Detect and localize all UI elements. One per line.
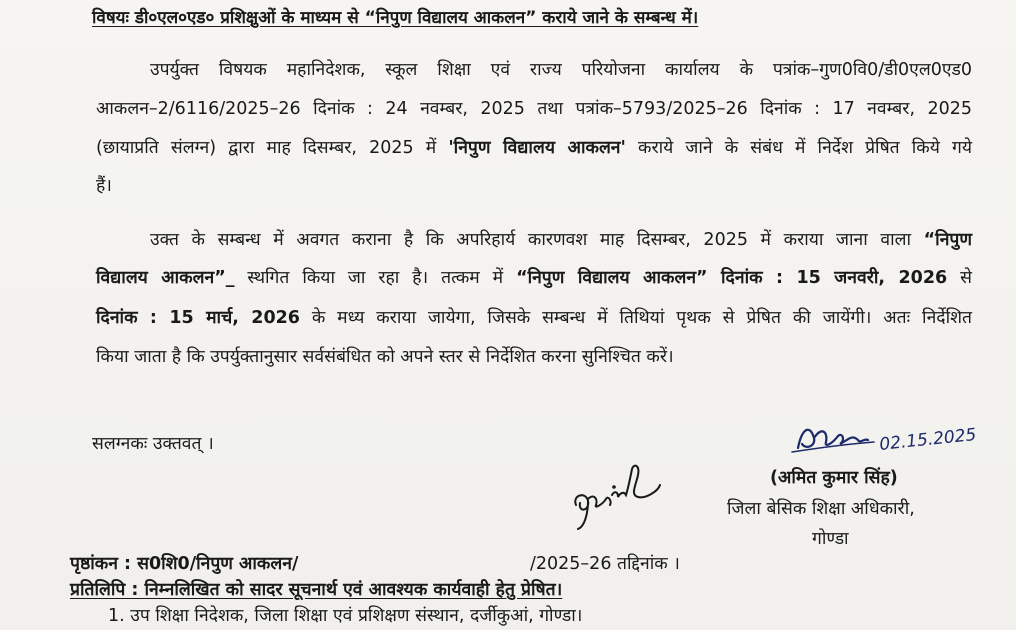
- para2-line2-text-d: से: [947, 268, 972, 288]
- enclosure-note: सलग्नकः उक्तवत् ।: [92, 434, 214, 454]
- copy-item-1: 1. उप शिक्षा निदेशक, जिला शिक्षा एवं प्रशिक्षण संस्थान, दर्जीकुआं, गोण्डा।: [108, 606, 583, 626]
- para2-line3: [96, 306, 972, 330]
- para2-line1: [150, 228, 972, 252]
- para2-line2: [96, 266, 972, 290]
- para2-line4: किया जाता है कि उपर्युक्तानुसार सर्वसंबंधित को अपने स्तर से निर्देशित करना सुनिश्चित करें।: [96, 347, 674, 367]
- para2-line1-bold: “निपुण: [923, 230, 972, 250]
- reference-number: पृष्ठांकन : स0शि0/निपुण आकलन/: [70, 554, 299, 574]
- officer-place: गोण्डा: [812, 529, 849, 549]
- para2-line3-bold: दिनांक : 15 मार्च, 2026: [96, 308, 300, 328]
- para1-line2: आकलन–2/6116/2025–26 दिनांक : 24 नवम्बर, 2025 तथा पत्रांक–5793/2025–26 दिनांक : 17 नवम्बर, 2025: [96, 99, 972, 119]
- para1-line1: उपर्युक्त विषयक महानिदेशक, स्कूल शिक्षा एवं राज्य परियोजना कार्यालय के पत्रांक–गुण0वि0/डी0एल0एड0: [150, 60, 972, 80]
- para2-line2-bold-a: विद्यालय आकलन”_: [96, 268, 235, 288]
- para2-line2-bold-c: “निपुण विद्यालय आकलन” दिनांक : 15 जनवरी, 2026: [516, 268, 948, 288]
- initials-signature: [568, 455, 668, 535]
- para1-line3-bold: 'निपुण विद्यालय आकलन': [448, 138, 626, 158]
- para2-line3-text: के मध्य कराया जायेगा, जिसके सम्बन्ध में तिथियां पृथक से प्रेषित की जायेंगी। अतः निर्देशित: [299, 308, 972, 328]
- handwritten-date: 02.15.2025: [878, 424, 978, 455]
- copy-to-text: प्रतिलिपि : निम्नलिखित को सादर सूचनार्थ एवं आवश्यक कार्यवाही हेतु प्रेषित।: [70, 580, 563, 600]
- reference-date: /2025–26 तद्दिनांक ।: [530, 554, 680, 574]
- para1-line3-text-a: (छायाप्रति संलग्न) द्वारा माह दिसम्बर, 2025 में: [96, 138, 449, 158]
- officer-signature: [788, 418, 988, 468]
- para1-line4: हैं।: [96, 176, 112, 196]
- subject-line: विषयः डी०एल०एड० प्रशिक्षुओं के माध्यम से “निपुण विद्यालय आकलन” कराये जाने के सम्बन्ध में।: [92, 8, 699, 28]
- para1-line3: [96, 136, 972, 160]
- officer-title: जिला बेसिक शिक्षा अधिकारी,: [727, 499, 915, 519]
- copy-to-label: [70, 578, 562, 602]
- officer-name: (अमित कुमार सिंह): [770, 468, 898, 488]
- para2-line2-text-b: स्थगित किया जा रहा है। तत्कम में: [234, 268, 517, 288]
- para1-line3-text-c: कराये जाने के संबंध में निर्देश प्रेषित किये गये: [625, 138, 972, 158]
- para2-line1-text: उक्त के सम्बन्ध में अवगत कराना है कि अपरिहार्य कारणवश माह दिसम्बर, 2025 में कराया जाना वाला: [150, 230, 924, 250]
